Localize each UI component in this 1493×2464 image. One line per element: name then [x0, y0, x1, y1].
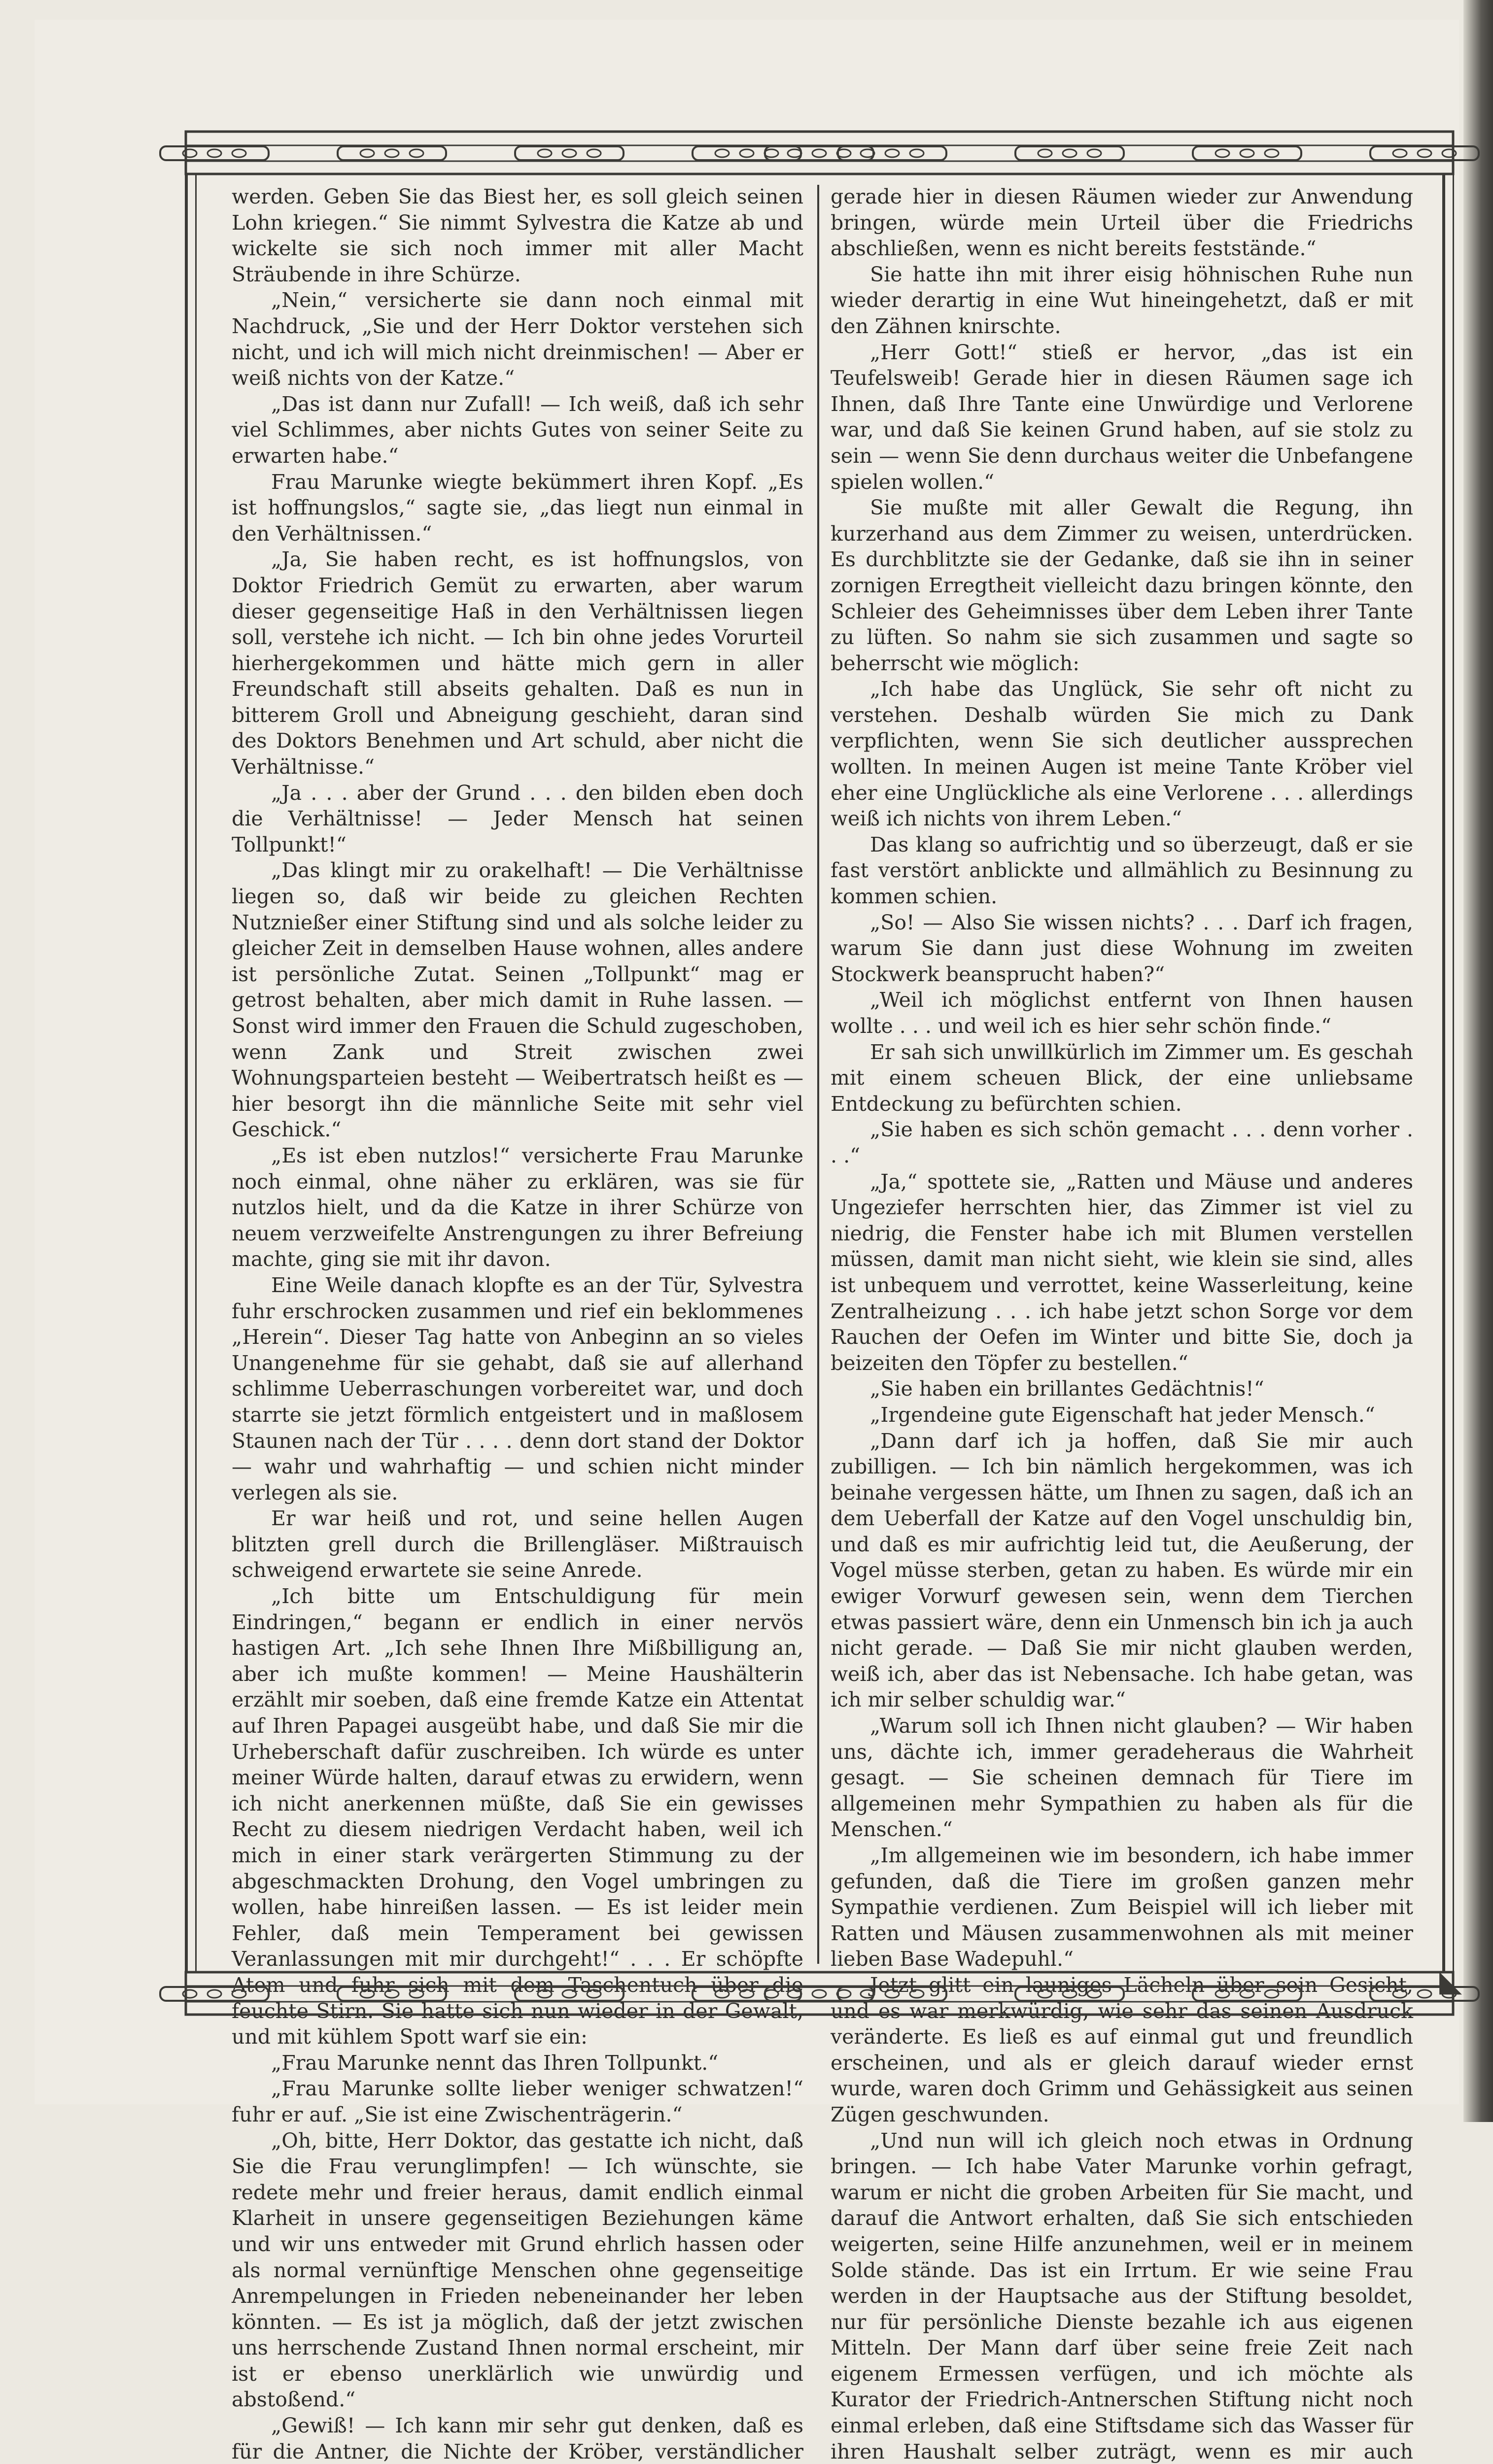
paragraph: Das klang so aufrichtig und so überzeugt, daß er sie fast verstört anblickte und allmählich zu Besinnung zu kommen schien. — [831, 832, 1413, 909]
paragraph: „Ich bitte um Entschuldigung für mein Eindringen,“ begann er endlich in einer nervös hastigen Art. „Ich sehe Ihnen Ihre Mißbilligung an, aber ich mußte kommen! — Meine Haushälterin erzählt mir soeben, daß eine fremde Katze ein Attentat auf Ihren Papagei ausgeübt habe, und daß Sie mir die Urheberschaft dafür zuschreiben. Ich würde es unter meiner Würde halten, darauf etwas zu erwidern, wenn ich nicht anerkennen müßte, daß Sie ein gewisses Recht zu diesem niedrigen Verdacht haben, weil ich mich in einer stark verärgerten Stimmung zu der abgeschmackten Drohung, den Vogel umbringen zu wollen, habe hinreißen lassen. — Es ist leider mein Fehler, daß mein Temperament bei gewissen Veranlassungen mit mir durchgeht!“ . . . Er schöpfte Atem und fuhr sich mit dem Taschentuch über die feuchte Stirn. Sie hatte sich nun wieder in der Gewalt, und mit kühlem Spott warf sie ein: — [232, 1584, 803, 2049]
paragraph: „Ja, Sie haben recht, es ist hoffnungslos, von Doktor Friedrich Gemüt zu erwarten, aber warum dieser gegenseitige Haß in den Verhältnissen liegen soll, verstehe ich nicht. — Ich bin ohne jedes Vorurteil hierhergekommen und hätte mich gern in aller Freundschaft still abseits gehalten. Daß es nun in bitterem Groll und Abneigung geschieht, daran sind des Doktors Benehmen und Art schuld, aber nicht die Verhältnisse.“ — [232, 548, 803, 779]
paragraph: „Frau Marunke sollte lieber weniger schwatzen!“ fuhr er auf. „Sie ist eine Zwischenträgerin.“ — [232, 2077, 803, 2126]
paragraph: „Nein,“ versicherte sie dann noch einmal mit Nachdruck, „Sie und der Herr Doktor verstehen sich nicht, und ich will mich nicht dreinmischen! — Aber er weiß nichts von der Katze.“ — [232, 288, 803, 390]
border-ornaments — [160, 1987, 1479, 2001]
frame-rule-right — [1442, 175, 1454, 1971]
paragraph: Sie hatte ihn mit ihrer eisig höhnischen Ruhe nun wieder derartig in eine Wut hineingehetzt, daß er mit den Zähnen knirschte. — [831, 262, 1413, 338]
paragraph: „Ja,“ spottete sie, „Ratten und Mäuse und anderes Ungeziefer herrschten hier, das Zimmer ist viel zu niedrig, die Fenster habe ich mit Blumen verstellen müssen, damit man nicht sieht, wie klein sie sind, alles ist unbequem und verrottet, keine Wasserleitung, keine Zentralheizung . . . ich habe jetzt schon Sorge vor dem Rauchen der Oefen im Winter und bitte Sie, doch ja beizeiten den Töpfer zu bestellen.“ — [831, 1169, 1413, 1375]
paragraph: „Herr Gott!“ stieß er hervor, „das ist ein Teufelsweib! Gerade hier in diesen Räumen sage ich Ihnen, daß Ihre Tante eine Unwürdige und Verlorene war, und daß Sie keinen Grund haben, auf sie stolz zu sein — wenn Sie denn durchaus weiter die Unbefangene spielen wollen.“ — [831, 340, 1413, 494]
corner-ornament: ◣ — [1439, 1964, 1462, 1998]
paragraph: Er war heiß und rot, und seine hellen Augen blitzten grell durch die Brillengläser. Mißtrauisch schweigend erwartete sie seine Anrede. — [232, 1506, 803, 1582]
text-column-right — [831, 184, 1413, 2464]
paragraph: „Sie haben ein brillantes Gedächtnis!“ — [870, 1377, 1264, 1401]
paragraph: „So! — Also Sie wissen nichts? . . . Darf ich fragen, warum Sie dann just diese Wohnung im zweiten Stockwerk beansprucht haben?“ — [831, 910, 1413, 986]
ornamental-border-bottom — [185, 1971, 1454, 2016]
paragraph: Er sah sich unwillkürlich im Zimmer um. Es geschah mit einem scheuen Blick, der eine unliebsame Entdeckung zu befürchten schien. — [831, 1040, 1413, 1116]
paragraph: „Oh, bitte, Herr Doktor, das gestatte ich nicht, daß Sie die Frau verunglimpfen! — Ich wünschte, sie redete mehr und freier heraus, damit endlich einmal Klarheit in unsere gegenseitigen Beziehungen käme und wir uns entweder mit Grund ehrlich hassen oder als normal vernünftige Menschen ohne gegenseitige Anrempelungen in Frieden nebeneinander her leben könnten. — Es ist ja möglich, daß der jetzt zwischen uns herrschende Zustand Ihnen normal erscheint, mir ist er ebenso unerklärlich wie unwürdig und abstoßend.“ — [232, 2128, 803, 2412]
border-ornaments — [160, 146, 1479, 160]
paragraph: „Ja . . . aber der Grund . . . den bilden eben doch die Verhältnisse! — Jeder Mensch hat seinen Tollpunkt!“ — [232, 781, 803, 856]
paragraph: „Das ist dann nur Zufall! — Ich weiß, daß ich sehr viel Schlimmes, aber nichts Gutes von seiner Seite zu erwarten habe.“ — [232, 392, 803, 468]
paragraph: Eine Weile danach klopfte es an der Tür, Sylvestra fuhr erschrocken zusammen und rief ein beklommenes „Herein“. Dieser Tag hatte von Anbeginn an so vieles Unangenehme für sie gehabt, daß sie auf allerhand schlimme Ueberraschungen vorbereitet war, und doch starrte sie jetzt förmlich entgeistert und in maßlosem Staunen nach der Tür . . . . denn dort stand der Doktor — wahr und wahrhaftig — und schien nicht minder verlegen als sie. — [232, 1273, 803, 1505]
paragraph: „Im allgemeinen wie im besondern, ich habe immer gefunden, daß die Tiere im großen ganzen mehr Sympathie verdienen. Zum Beispiel will ich lieber mit Ratten und Mäusen zusammenwohnen als mit meiner lieben Base Wadepuhl.“ — [831, 1844, 1413, 1971]
paragraph: „Sie haben es sich schön gemacht . . . denn vorher . . .“ — [831, 1118, 1413, 1167]
paragraph: Frau Marunke wiegte bekümmert ihren Kopf. „Es ist hoffnungslos,“ sagte sie, „das liegt nun einmal in den Verhältnissen.“ — [232, 470, 803, 546]
paragraph: „Gewiß! — Ich kann mir sehr gut denken, daß es für die Antner, die Nichte der Kröber, verständlicher — [232, 2414, 803, 2464]
paragraph: werden. Geben Sie das Biest her, es soll gleich seinen Lohn kriegen.“ Sie nimmt Sylvestra die Katze ab und wickelte sie sich noch immer mit aller Macht Sträubende in ihre Schürze. — [232, 185, 803, 286]
paragraph: „Das klingt mir zu orakelhaft! — Die Verhältnisse liegen so, daß wir beide zu gleichen Rechten Nutznießer einer Stiftung sind und als solche leider zu gleicher Zeit in demselben Hause wohnen, alles andere ist persönliche Zutat. Seinen „Tollpunkt“ mag er getrost behalten, aber mich damit in Ruhe lassen. — Sonst wird immer den Frauen die Schuld zugeschoben, wenn Zank und Streit zwischen zwei Wohnungsparteien besteht — Weibertratsch heißt es — hier besorgt ihn die männliche Seite mit sehr viel Geschick.“ — [232, 858, 803, 1142]
ornamental-border-top — [185, 131, 1454, 175]
scan-edge — [1463, 0, 1493, 2122]
paragraph: gerade hier in diesen Räumen wieder zur Anwendung bringen, würde mein Urteil über die Friedrichs abschließen, wenn es nicht bereits feststände.“ — [831, 185, 1413, 261]
paragraph: „Warum soll ich Ihnen nicht glauben? — Wir haben uns, dächte ich, immer geradeheraus die Wahrheit gesagt. — Sie scheinen demnach für Tiere im allgemeinen mehr Sympathien zu haben als für die Menschen.“ — [831, 1714, 1413, 1842]
paragraph: „Irgendeine gute Eigenschaft hat jeder Mensch.“ — [870, 1403, 1375, 1427]
paragraph: „Weil ich möglichst entfernt von Ihnen hausen wollte . . . und weil ich es hier sehr schön finde.“ — [831, 988, 1413, 1038]
paragraph: „Dann darf ich ja hoffen, daß Sie mir auch zubilligen. — Ich bin nämlich hergekommen, was ich beinahe vergessen hätte, um Ihnen zu sagen, daß ich an dem Ueberfall der Katze auf den Vogel unschuldig bin, und daß es mir aufrichtig leid tut, die Aeußerung, der Vogel müsse sterben, getan zu haben. Es würde mir ein ewiger Vorwurf gewesen sein, wenn dem Tierchen etwas passiert wäre, denn ein Unmensch bin ich ja auch nicht gerade. — Daß Sie mir nicht glauben werden, weiß ich, aber das ist Nebensache. Ich habe getan, was ich mir selber schuldig war.“ — [831, 1429, 1413, 1712]
paragraph: „Und nun will ich gleich noch etwas in Ordnung bringen. — Ich habe Vater Marunke vorhin gefragt, warum er nicht die groben Arbeiten für Sie macht, und darauf die Antwort erhalten, daß Sie sich entschieden weigerten, seine Hilfe anzunehmen, weil er in meinem Solde stände. Das ist ein Irrtum. Er wie seine Frau werden in der Hauptsache aus der Stiftung besoldet, nur für persönliche Dienste bezahle ich aus eigenen Mitteln. Der Mann darf über seine freie Zeit nach eigenem Ermessen verfügen, und ich möchte als Kurator der Friedrich-Antnerschen Stiftung nicht noch einmal erleben, daß eine Stiftsdame sich das Wasser für ihren Haushalt selber zuträgt, wenn es mir auch — [831, 2128, 1413, 2464]
paragraph: „Es ist eben nutzlos!“ versicherte Frau Marunke noch einmal, ohne näher zu erklären, was sie für nutzlos hielt, und da die Katze in ihrer Schürze von neuem verzweifelte Anstrengungen zu ihrer Befreiung machte, ging sie mit ihr davon. — [232, 1143, 803, 1271]
text-column-left — [232, 184, 803, 2464]
column-divider — [817, 185, 819, 1964]
frame-rule-left — [185, 175, 197, 1971]
ornamental-frame — [185, 131, 1462, 2464]
paragraph: „Ich habe das Unglück, Sie sehr oft nicht zu verstehen. Deshalb würden Sie mich zu Dank verpflichten, wenn Sie sich deutlicher aussprechen wollten. In meinen Augen ist meine Tante Kröber viel eher eine Unglückliche als eine Verlorene . . . allerdings weiß ich nichts von ihrem Leben.“ — [831, 677, 1413, 831]
paragraph: Jetzt glitt ein launiges Lächeln über sein Gesicht, und es war merkwürdig, wie sehr das seinen Ausdruck veränderte. Es ließ es auf einmal gut und freundlich erscheinen, und als er gleich darauf wieder ernst wurde, waren doch Grimm und Gehässigkeit aus seinen Zügen geschwunden. — [831, 1973, 1413, 2126]
paragraph: „Frau Marunke nennt das Ihren Tollpunkt.“ — [271, 2051, 719, 2075]
newspaper-page — [35, 20, 1462, 2464]
paragraph: Sie mußte mit aller Gewalt die Regung, ihn kurzerhand aus dem Zimmer zu weisen, unterdrücken. Es durchblitzte sie der Gedanke, daß sie ihn in seiner zornigen Erregtheit vielleicht dazu bringen könnte, den Schleier des Geheimnisses über dem Leben ihrer Tante zu lüften. So nahm sie sich zusammen und sagte so beherrscht wie möglich: — [831, 496, 1413, 675]
